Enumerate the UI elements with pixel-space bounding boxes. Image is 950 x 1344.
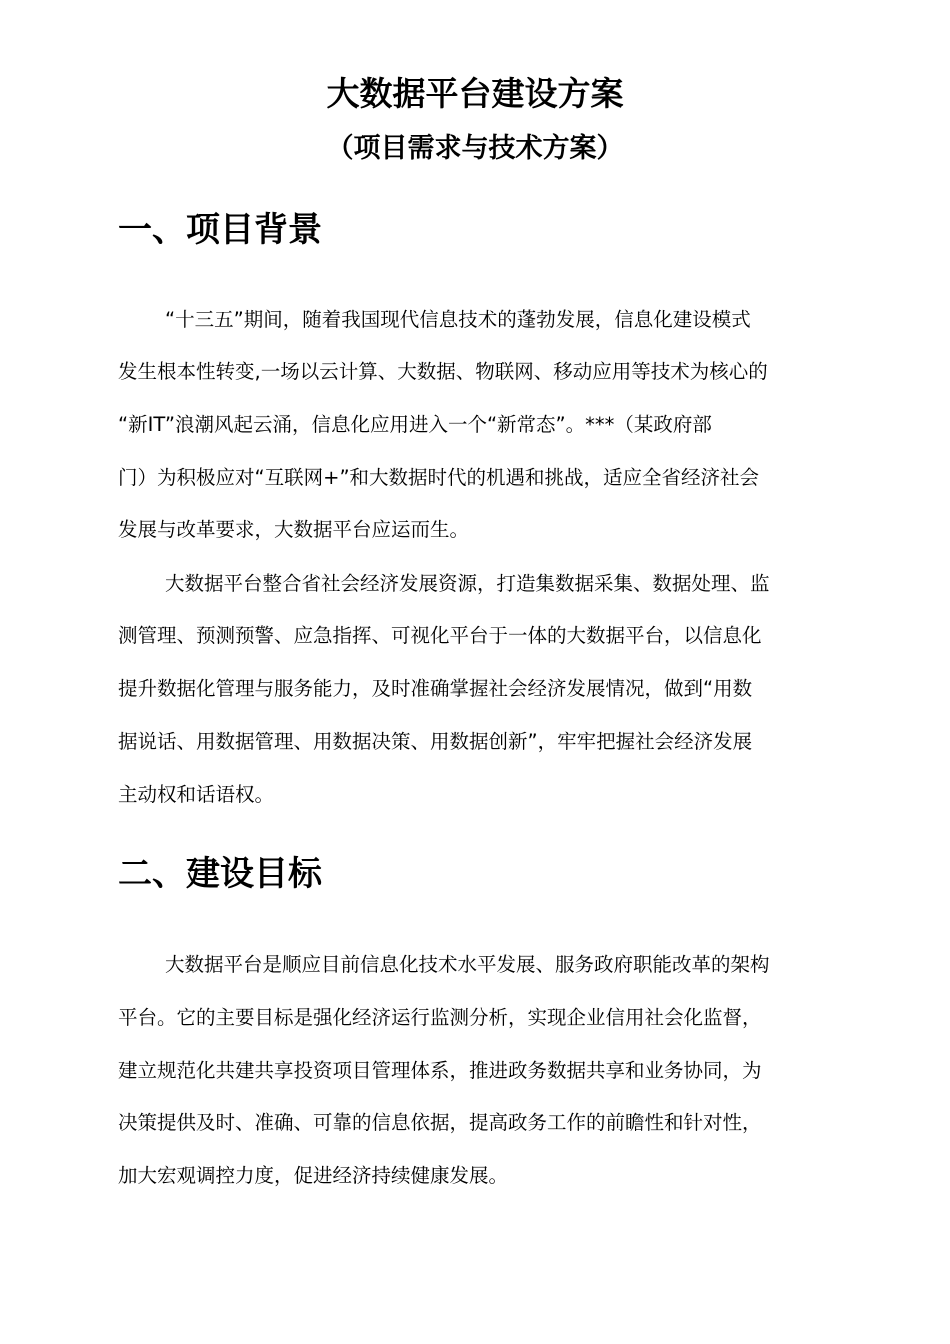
paragraph-line: 大数据平台是顺应目前信息化技术水平发展、服务政府职能改革的架构	[165, 953, 770, 976]
paragraph-line: 大数据平台整合省社会经济发展资源，打造集数据采集、数据处理、监	[165, 572, 770, 595]
paragraph-line: 主动权和话语权。	[118, 783, 275, 806]
paragraph-line: 建立规范化共建共享投资项目管理体系，推进政务数据共享和业务协同，为	[118, 1059, 762, 1082]
paragraph-line: 加大宏观调控力度，促进经济持续健康发展。	[118, 1164, 509, 1187]
paragraph-line: “新IT”浪潮风起云涌，信息化应用进入一个“新常态”。***（某政府部	[118, 413, 712, 436]
section-heading-goals: 二、建设目标	[118, 854, 322, 894]
document-title: 大数据平台建设方案	[326, 74, 624, 113]
document-subtitle: （项目需求与技术方案）	[326, 133, 624, 164]
paragraph-line: 测管理、预测预警、应急指挥、可视化平台于一体的大数据平台，以信息化	[118, 624, 762, 647]
section-heading-background: 一、项目背景	[118, 210, 322, 250]
paragraph-line: 据说话、用数据管理、用数据决策、用数据创新”，牢牢把握社会经济发展	[118, 730, 753, 753]
paragraph-line: 提升数据化管理与服务能力，及时准确掌握社会经济发展情况，做到“用数	[118, 677, 753, 700]
paragraph-line: 门）为积极应对“互联网+”和大数据时代的机遇和挑战，适应全省经济社会	[118, 466, 760, 489]
paragraph-line: “十三五”期间，随着我国现代信息技术的蓬勃发展，信息化建设模式	[165, 308, 751, 331]
paragraph-line: 平台。它的主要目标是强化经济运行监测分析，实现企业信用社会化监督，	[118, 1006, 762, 1029]
paragraph-line: 决策提供及时、准确、可靠的信息依据，提高政务工作的前瞻性和针对性，	[118, 1111, 762, 1134]
paragraph-line: 发展与改革要求，大数据平台应运而生。	[118, 518, 470, 541]
paragraph-line: 发生根本性转变,一场以云计算、大数据、物联网、移动应用等技术为核心的	[118, 360, 768, 383]
